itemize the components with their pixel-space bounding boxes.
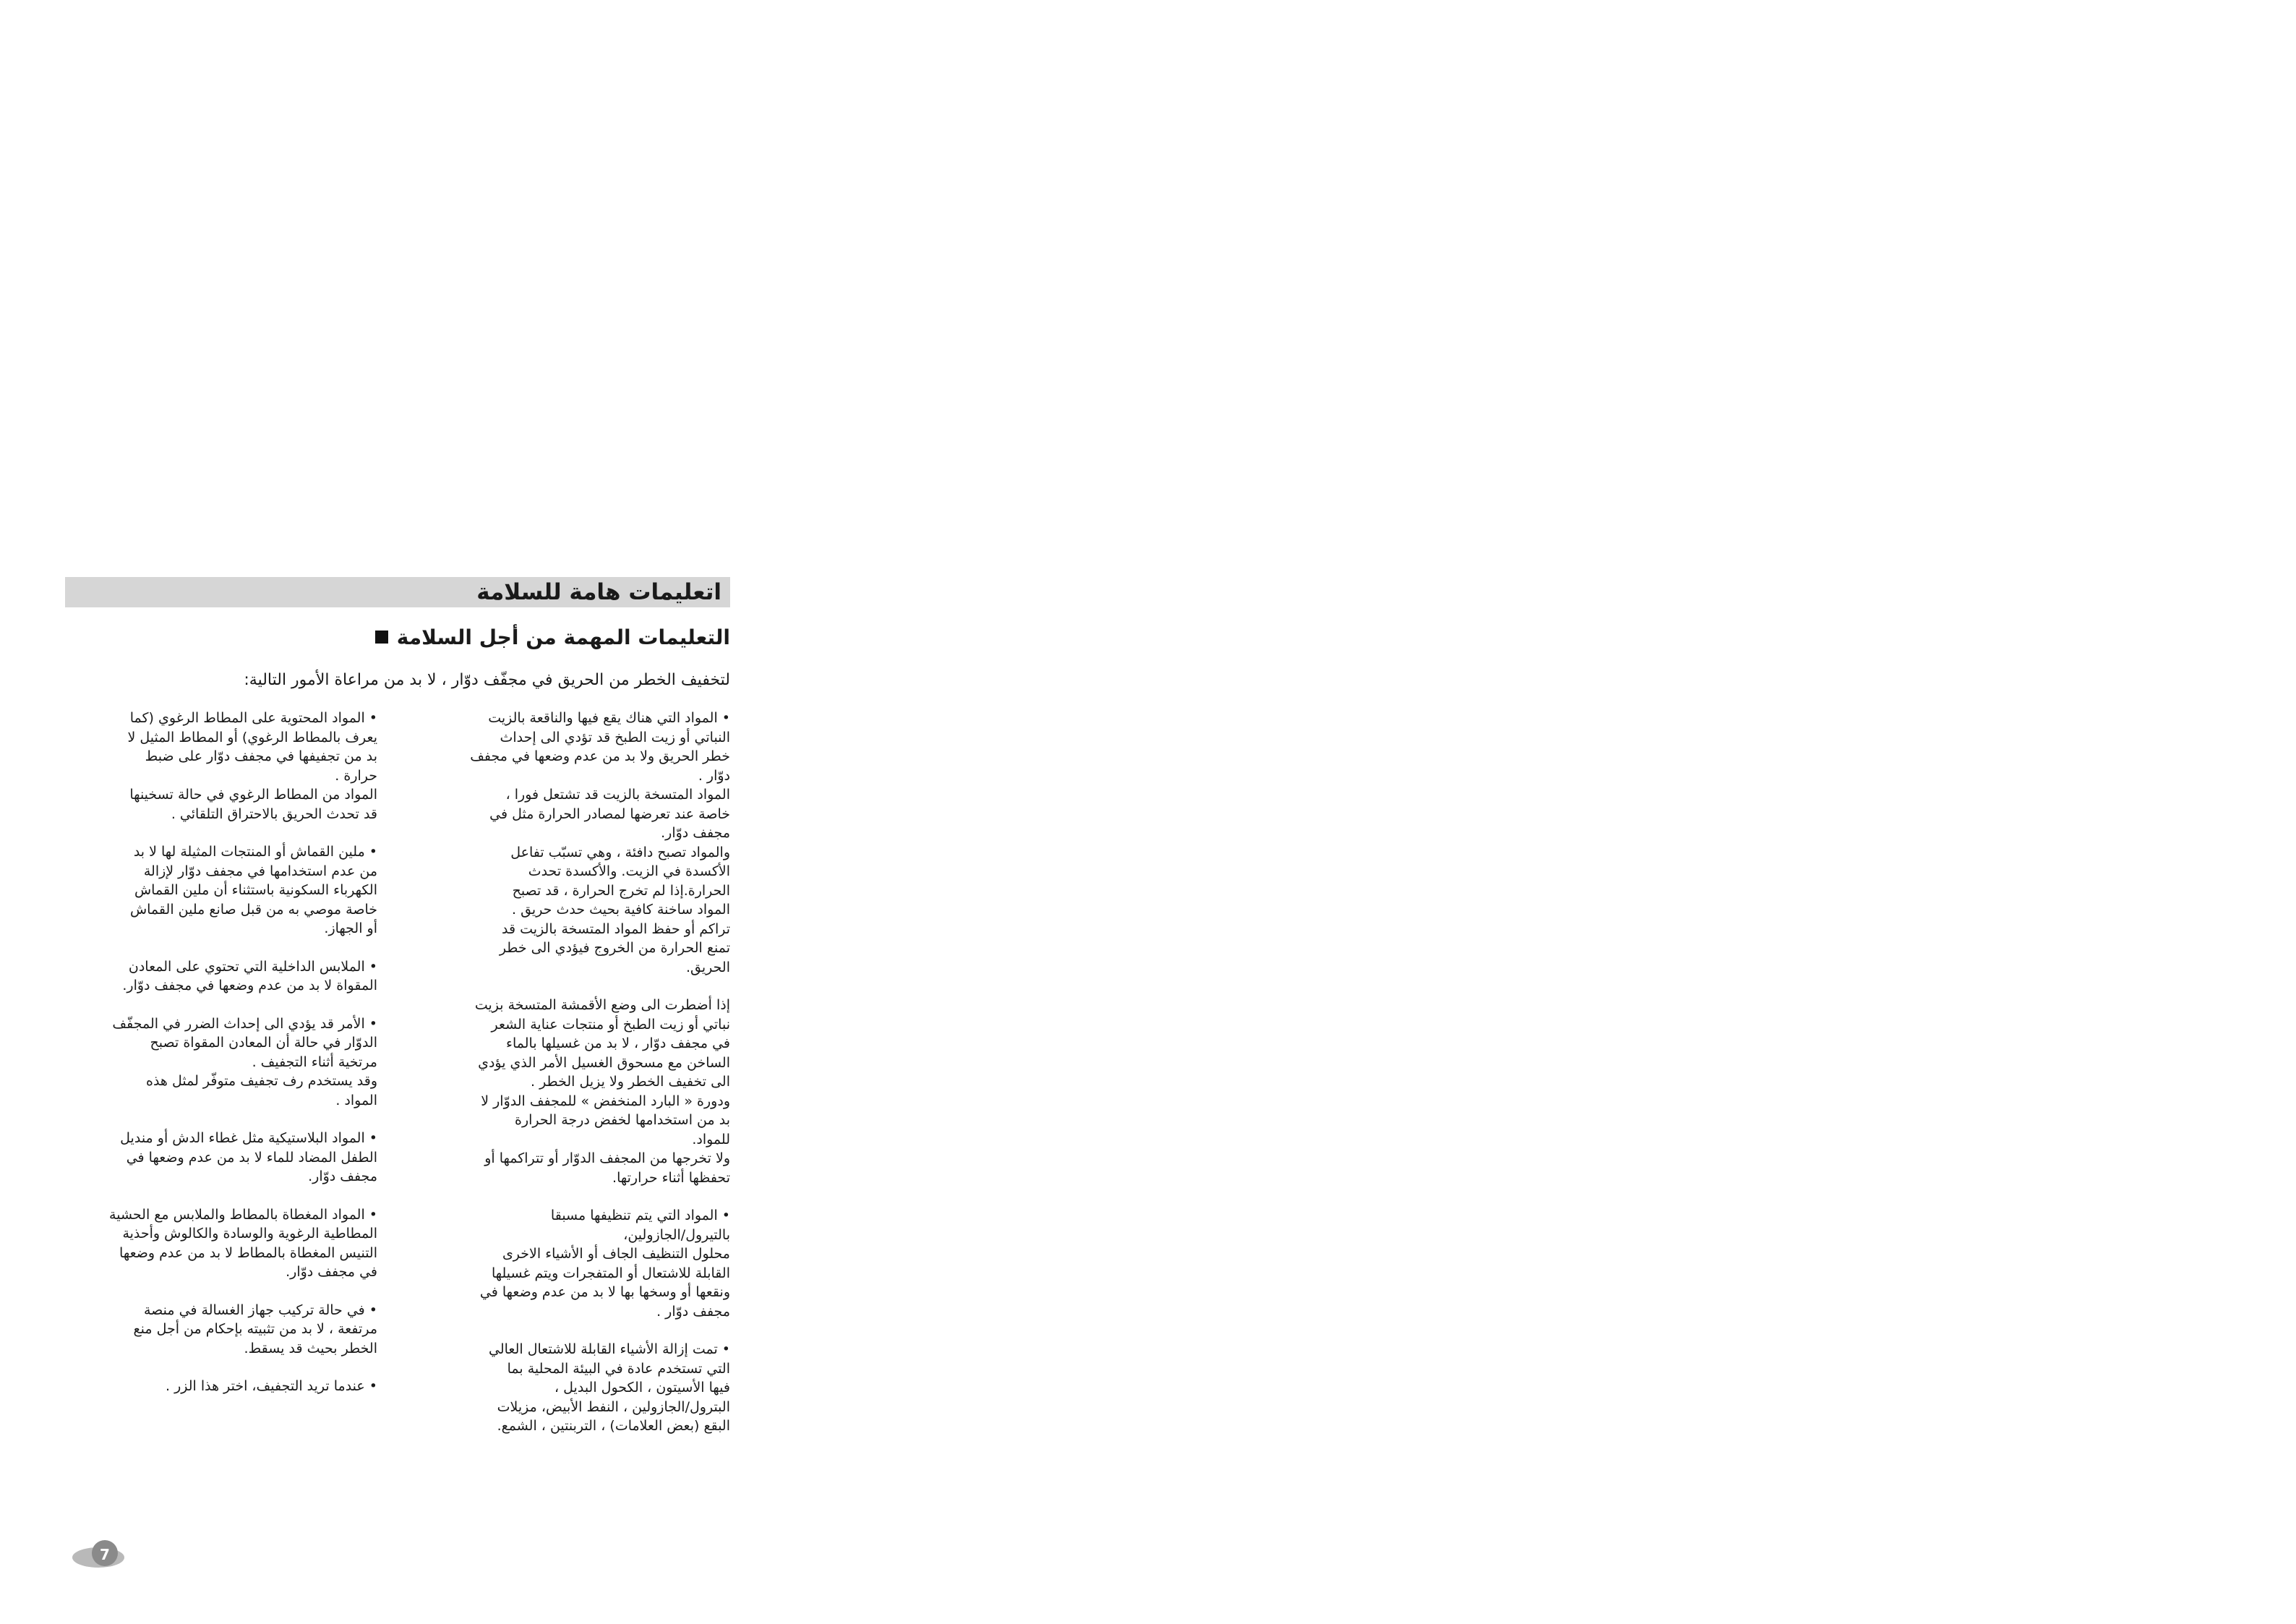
list-item [412,1206,730,1321]
text-line: وقد يستخدم رف تجفيف متوفّر لمثل هذه [145,1073,377,1089]
text-line: • المواد التي هناك يقع فيها والناقعة بالزيت [488,710,730,726]
text-line: الحرارة.إذا لم تخرج الحرارة ، قد تصبح [512,882,730,899]
text-line: الأكسدة في الزيت. والأكسدة تحدث [528,863,730,879]
text-line: القابلة للاشتعال أو المتفجرات ويتم غسيلها [491,1265,730,1281]
text-line: المواد . [335,1092,377,1108]
list-item [412,1340,730,1436]
text-line: حرارة . [335,767,377,784]
text-line: الحريق. [686,959,730,975]
page-number: 7 [100,1546,110,1563]
text-line: ولا تخرجها من المجفف الدوّار أو تتراكمها أو [484,1150,730,1166]
square-bullet-icon [375,631,388,644]
text-line: بد من تجفيفها في مجفف دوّار على ضبط [145,748,377,764]
text-line: خطر الحريق ولا بد من عدم وضعها في مجفف [470,748,730,764]
text-line: الدوّار في حالة أن المعادن المقواة تصبح [150,1035,377,1051]
text-line: من عدم استخدامها في مجفف دوّار لإزالة [143,863,377,879]
intro-paragraph: لتخفيف الخطر من الحريق في مجفّف دوّار ، لا بد من مراعاة الأمور التالية: [244,671,730,689]
text-line: مجفف دوّار. [661,825,730,841]
text-line: محلول التنظيف الجاف أو الأشياء الاخرى [502,1246,730,1262]
list-item [59,1377,377,1396]
text-line: البترول/الجازولين ، النفط الأبيض، مزيلات [497,1398,730,1415]
text-line: المواد ساخنة كافية بحيث حدث حريق . [511,902,730,918]
text-line: • المواد المحتوية على المطاط الرغوي (كما [129,710,377,726]
text-line: يعرف بالمطاط الرغوي) أو المطاط المثيل لا [127,729,377,745]
list-item [59,957,377,996]
text-line: نباتي أو زيت الطبخ أو منتجات عناية الشعر [491,1016,730,1033]
text-line: فيها الأسيتون ، الكحول البديل ، [554,1380,730,1396]
list-item [412,996,730,1187]
text-line: البقع (بعض العلامات) ، التربنتين ، الشمع. [497,1418,730,1434]
section-header-bar [65,577,730,607]
list-item [59,1205,377,1282]
text-line: تمنع الحرارة من الخروج فيؤدي الى خطر [499,940,730,956]
text-line: المواد من المطاط الرغوي في حالة تسخينها [129,787,377,803]
text-line: • المواد المغطاة بالمطاط والملابس مع الحشية [109,1206,377,1223]
text-line: الساخن مع مسحوق الغسيل الأمر الذي يؤدي [478,1054,730,1071]
text-line: مجفف دوّار . [656,1303,730,1320]
text-line: • المواد البلاستيكية مثل غطاء الدش أو منديل [120,1130,377,1146]
text-line: النباتي أو زيت الطبخ قد تؤدي الى إحداث [500,729,730,745]
list-item [59,1129,377,1187]
list-item [59,842,377,939]
text-line: مرتخية أثناء التجفيف . [252,1054,377,1070]
text-line: المقواة لا بد من عدم وضعها في مجفف دوّار. [122,978,377,993]
list-item [59,1301,377,1359]
text-line: • الأمر قد يؤدي الى إحداث الضرر في المجفّف [112,1015,377,1032]
text-line: في مجفف دوّار ، لا بد من غسيلها بالماء [506,1035,730,1051]
text-line: الكهرباء السكونية باستثناء أن ملين القماش [134,882,377,898]
text-line: • عندما تريد التجفيف، اختر هذا الزر . [165,1378,377,1394]
text-line: خاصة موصي به من قبل صانع ملين القماش [129,901,377,918]
section-subheading [375,623,730,651]
text-line: • المواد التي يتم تنظيفها مسبقا [550,1208,730,1223]
text-line: بالتيرول/الجازولين، [623,1226,730,1243]
text-line: أو الجهاز. [324,920,377,936]
text-line: تراكم أو حفظ المواد المتسخة بالزيت قد [502,920,730,937]
text-line: بد من استخدامها لخفض درجة الحرارة [514,1112,730,1128]
page-title: اتعليمات هامة للسلامة [476,579,721,605]
text-line: مرتفعة ، لا بد من تثبيته بإحكام من أجل منع [133,1321,377,1337]
list-item [59,1014,377,1111]
text-line: والمواد تصبح دافئة ، وهي تسبّب تفاعل [510,844,730,860]
text-line: تحفظها أثناء حرارتها. [612,1169,730,1186]
text-line: ونقعها أو وسخها بها لا بد من عدم وضعها في [479,1284,730,1300]
text-line: الى تخفيف الخطر ولا يزيل الخطر . [530,1074,730,1090]
text-line: خاصة عند تعرضها لمصادر الحرارة مثل في [489,805,730,822]
text-line: التي تستخدم عادة في البيئة المحلية بما [507,1360,730,1377]
left-column [59,709,377,1415]
text-line: ودورة « البارد المنخفض » للمجفف الدوّار لا [481,1093,730,1109]
text-line: المواد المتسخة بالزيت قد تشتعل فورا ، [505,787,730,803]
text-line: للمواد. [692,1131,730,1148]
text-line: في مجفف دوّار. [286,1264,377,1280]
text-line: • ملين القماش أو المنتجات المثيلة لها لا بد [133,844,377,860]
text-line: • الملابس الداخلية التي تحتوي على المعادن [128,958,377,975]
subheading-text: التعليمات المهمة من أجل السلامة [396,625,730,649]
text-line: قد تحدث الحريق بالاحتراق التلقائي . [171,805,377,822]
list-item [412,709,730,977]
list-item [59,709,377,824]
text-line: الخطر بحيث قد يسقط. [244,1340,377,1356]
text-line: الطفل المضاد للماء لا بد من عدم وضعها في [126,1149,377,1166]
text-line: التنيس المغطاة بالمطاط لا بد من عدم وضعها [119,1244,377,1261]
text-line: • في حالة تركيب جهاز الغسالة في منصة [143,1302,377,1318]
text-line: • تمت إزالة الأشياء القابلة للاشتعال العالي [489,1341,730,1357]
text-line: إذا أضطرت الى وضع الأقمشة المتسخة بزيت [474,997,730,1013]
text-line: المطاطية الرغوية والوسادة والكالوش وأحذية [122,1226,377,1241]
right-column [412,709,730,1455]
text-line: مجفف دوّار. [308,1168,377,1184]
text-line: دوّار . [698,767,730,784]
